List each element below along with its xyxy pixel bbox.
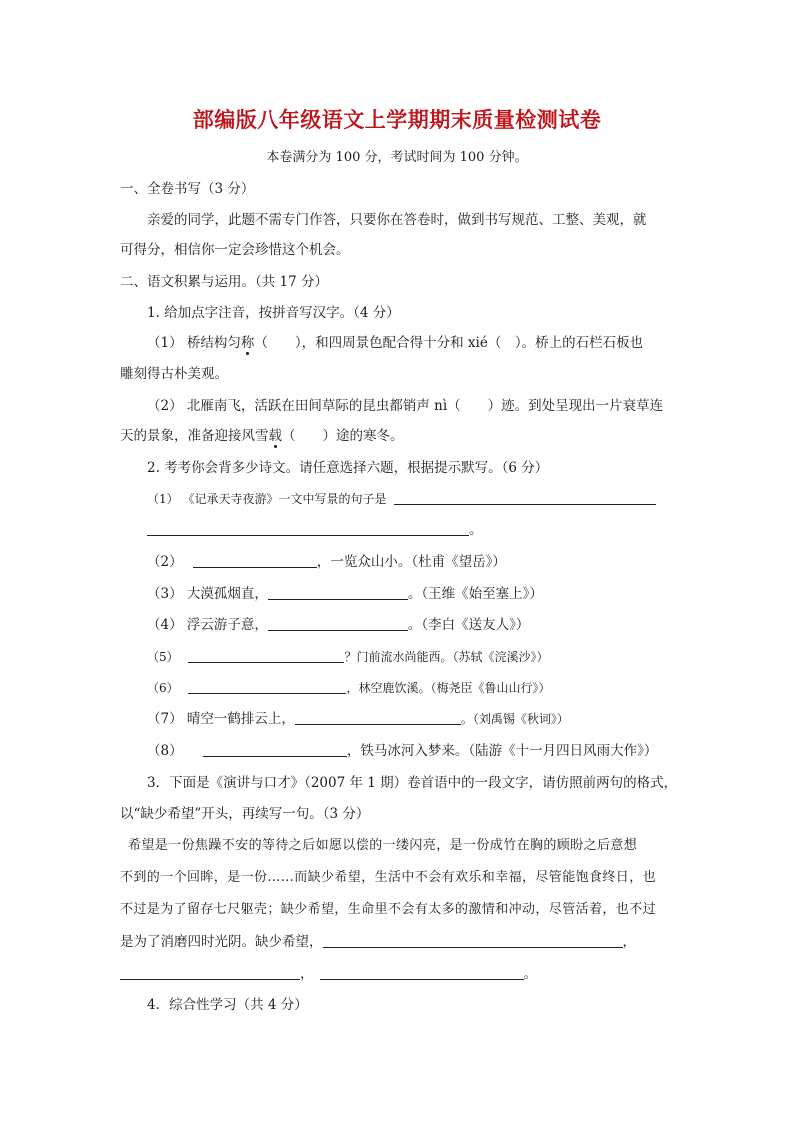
q1-item2-dotted-char: 载	[268, 428, 282, 444]
q2-poem5-text: ？门前流水尚能西。（苏轼《浣溪沙》）	[344, 650, 549, 664]
q2-poem6-text: ，林空鹿饮溪。（梅尧臣《鲁山山行》）	[346, 681, 551, 695]
section1-para1: 亲爱的同学，此题不需专门作答，只要你在答卷时，做到书写规范、工整、美观，就	[147, 212, 647, 228]
section1-para2: 可得分，相信你一定会珍惜这个机会。	[120, 242, 350, 258]
q1-stem: 1. 给加点字注音，按拼音写汉字。（4 分）	[147, 305, 400, 321]
q1-item1-text-a: （1） 桥结构匀	[147, 335, 241, 351]
answer-blank-6[interactable]	[188, 679, 346, 694]
q3-quote-line5-comma: ，	[300, 966, 314, 982]
answer-blank-1a[interactable]	[394, 490, 656, 505]
q1-item1-cont: 雕刻得古朴美观。	[120, 366, 228, 382]
q2-poem3-text-b: 。（王维《始至塞上》）	[407, 586, 543, 602]
q2-poem7	[147, 709, 569, 729]
q2-poem2-text: ，一览众山小。（杜甫《望岳》）	[316, 554, 506, 570]
q2-poem8-num: （8）	[147, 743, 183, 759]
q2-poem1	[147, 489, 656, 509]
q4-stem: 4．综合性学习（共 4 分）	[147, 997, 308, 1013]
q2-poem7-text-b: 。（刘禹锡《秋词》）	[460, 712, 569, 726]
q2-poem2	[147, 552, 506, 572]
answer-blank-8[interactable]	[203, 742, 347, 757]
q1-item2: （2） 北雁南飞，活跃在田间草际的昆虫都销声 nì（ ）迹。到处呈现出一片衰草连	[147, 398, 664, 414]
q1-item2-text-b: 天的景象，准备迎接风雪	[120, 428, 269, 444]
q1-item1	[147, 333, 643, 353]
q3-stem-1: 3．下面是《演讲与口才》（2007 年 1 期）卷首语中的一段文字，请仿照前两句的格式，	[147, 775, 678, 791]
q2-poem8	[147, 741, 657, 761]
q3-quote-line4-comma: ，	[622, 934, 636, 950]
q3-quote-line4-text: 是为了消磨四时光阴。缺少希望，	[120, 934, 323, 950]
q2-poem2-num: （2）	[147, 554, 183, 570]
page-title: 部编版八年级语文上学期期末质量检测试卷	[192, 107, 602, 132]
q2-stem: 2. 考考你会背多少诗文。请任意选择六题，根据提示默写。（6 分）	[147, 460, 549, 476]
q2-poem5	[147, 647, 548, 667]
q3-stem-2: 以“缺少希望”开头，再续写一句。（3 分）	[120, 806, 370, 822]
answer-blank-7[interactable]	[295, 710, 461, 725]
exam-info: 本卷满分为 100 分，考试时间为 100 分钟。	[266, 150, 528, 165]
q3-quote-line3: 不过是为了留存七尺躯壳；缺少希望，生命里不会有太多的激情和冲动，尽管活着，也不过	[120, 902, 657, 917]
q2-poem5-num: （5）	[147, 650, 179, 664]
answer-blank-4[interactable]	[268, 616, 408, 631]
answer-blank-5[interactable]	[188, 648, 344, 663]
answer-blank-q3a[interactable]	[323, 933, 623, 948]
q2-poem3-text-a: （3） 大漠孤烟直，	[147, 586, 268, 602]
q2-poem1-prompt: （1） 《记承天寺夜游》一文中写景的句子是	[147, 492, 387, 506]
q1-item2-text-c: （ ）途的寒冬。	[282, 428, 404, 444]
q1-item2-cont	[120, 426, 404, 446]
q2-poem6	[147, 678, 550, 698]
q1-item1-text-b: （ ），和四周景色配合得十分和 xié（ ）。桥上的石栏石板也	[254, 335, 644, 351]
section2-heading: 二、语文积累与运用。（共 17 分）	[120, 274, 329, 290]
q2-poem4-text-b: 。（李白《送友人》）	[407, 617, 530, 633]
q2-poem4-text-a: （4） 浮云游子意，	[147, 617, 268, 633]
q3-quote-line5-end: 。	[523, 966, 537, 982]
q2-poem4	[147, 615, 529, 635]
answer-blank-q3c[interactable]	[320, 965, 524, 980]
q3-quote-line1: 希望是一份焦躁不安的等待之后如愿以偿的一缕闪亮，是一份成竹在胸的顾盼之后意想	[128, 838, 638, 853]
q3-quote-line4	[120, 932, 636, 952]
answer-blank-3[interactable]	[268, 585, 408, 600]
section1-heading: 一、全卷书写（3 分）	[120, 181, 255, 197]
answer-blank-2[interactable]	[193, 553, 317, 568]
q1-item1-dotted-char: 称	[240, 335, 255, 351]
q2-poem6-num: （6）	[147, 681, 179, 695]
q3-quote-line2: 不到的一个回眸，是一份……而缺少希望，生活中不会有欢乐和幸福，尽管能饱食终日，也	[120, 870, 657, 885]
q2-poem3	[147, 584, 543, 604]
q2-poem8-text: ，铁马冰河入梦来。（陆游《十一月四日风雨大作》）	[346, 743, 658, 759]
answer-blank-1b[interactable]	[147, 521, 469, 536]
answer-blank-q3b[interactable]	[120, 965, 300, 980]
q3-quote-line5	[120, 964, 537, 984]
q2-poem1-end: 。	[469, 522, 483, 538]
q2-poem1-cont	[147, 520, 483, 540]
q2-poem7-text-a: （7） 晴空一鹤排云上，	[147, 711, 295, 727]
